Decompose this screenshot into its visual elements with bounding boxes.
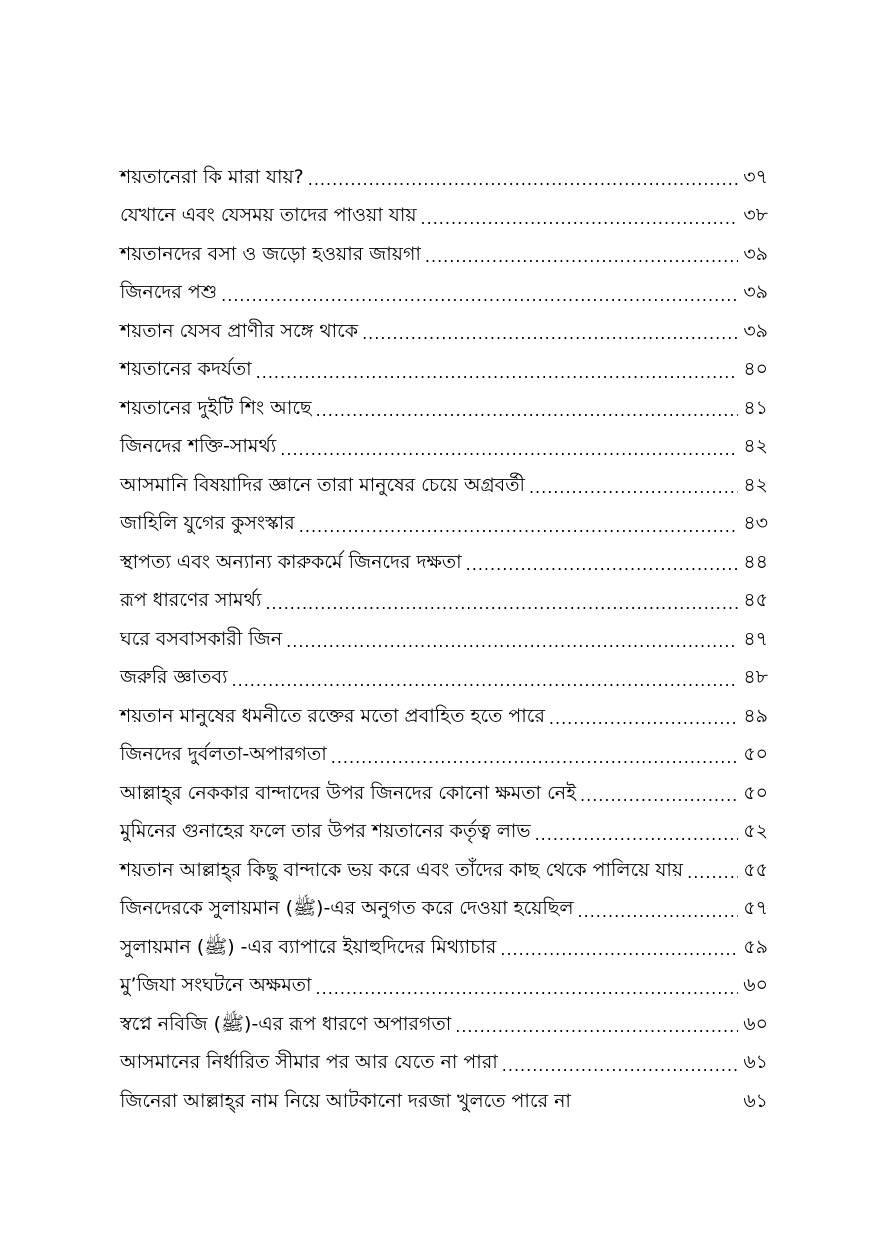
dot-leader — [580, 788, 738, 804]
toc-entry-page: ৫০ — [743, 743, 768, 766]
dot-leader — [316, 403, 738, 419]
toc-entry-title: জিনদেরকে সুলায়মান (ﷺ)-এর অনুগত করে দেওয়া হয়েছিল — [120, 897, 574, 920]
toc-entry-page: ৪৫ — [743, 589, 768, 612]
dot-leader — [299, 519, 738, 535]
toc-entry-page: ৪২ — [743, 473, 768, 496]
toc-entry-page: ৫৫ — [743, 858, 768, 881]
toc-entry-title: যেখানে এবং যেসময় তাদের পাওয়া যায় — [120, 204, 417, 227]
toc-entry — [120, 1082, 768, 1121]
toc-entry-title: স্থাপত্য এবং অন্যান্য কারুকর্মে জিনদের দক্ষতা — [120, 550, 462, 573]
toc-entry-page: ৩৯ — [743, 281, 768, 304]
toc-entry-title: শয়তান মানুষের ধমনীতে রক্তের মতো প্রবাহিত হতে পারে — [120, 704, 545, 727]
toc-entry-page: ৬১ — [743, 1089, 768, 1112]
dot-leader — [529, 480, 738, 496]
toc-entry — [120, 697, 768, 736]
toc-entry — [120, 274, 768, 313]
toc-entry — [120, 197, 768, 236]
dot-leader — [265, 596, 738, 612]
dot-leader — [421, 211, 738, 227]
toc-entry-title: সুলায়মান (ﷺ) -এর ব্যাপারে ইয়াহুদিদের মিথ্যাচার — [120, 935, 497, 958]
toc-entry — [120, 659, 768, 698]
toc-entry-title: শয়তান যেসব প্রাণীর সঙ্গে থাকে — [120, 319, 359, 342]
toc-entry — [120, 582, 768, 621]
toc-entry — [120, 312, 768, 351]
toc-entry-page: ৬০ — [743, 1012, 768, 1035]
toc-entry — [120, 1005, 768, 1044]
toc-entry-page: ৬১ — [743, 1051, 768, 1074]
toc-entry-title: জিনদের শক্তি-সামর্থ্য — [120, 435, 277, 458]
toc-entry-page: ৬০ — [743, 974, 768, 997]
toc-entry-page: ৩৮ — [743, 204, 768, 227]
toc-entry-page: ৩৯ — [743, 319, 768, 342]
toc-entry-page: ৪৪ — [743, 550, 768, 573]
toc-entry-page: ৩৭ — [743, 165, 768, 188]
toc-entry-title: স্বপ্নে নবিজি (ﷺ)-এর রূপ ধারণে অপারগতা — [120, 1012, 452, 1035]
toc-entry — [120, 851, 768, 890]
toc-entry-page: ৫০ — [743, 781, 768, 804]
dot-leader — [500, 942, 738, 958]
toc-entry-page: ৫৭ — [743, 897, 768, 920]
dot-leader — [316, 981, 738, 997]
toc-entry-title: শয়তানের দুইটি শিং আছে — [120, 396, 312, 419]
toc-entry — [120, 1044, 768, 1083]
toc-entry — [120, 736, 768, 775]
toc-entry-page: ৪২ — [743, 435, 768, 458]
toc-entry — [120, 428, 768, 467]
toc-entry — [120, 505, 768, 544]
dot-leader — [425, 249, 738, 265]
toc-entry — [120, 928, 768, 967]
toc-entry-title: শয়তানেরা কি মারা যায়? — [120, 165, 304, 188]
toc-entry — [120, 890, 768, 929]
dot-leader — [687, 865, 738, 881]
toc-entry-page: ৪১ — [743, 396, 768, 419]
toc-entry-title: ঘরে বসবাসকারী জিন — [120, 627, 283, 650]
dot-leader — [502, 1058, 738, 1074]
dot-leader — [232, 673, 738, 689]
toc-entry-title: মু’জিযা সংঘটনে অক্ষমতা — [120, 974, 312, 997]
toc-entry — [120, 813, 768, 852]
toc-entry-title: আল্লাহ্‌র নেককার বান্দাদের উপর জিনদের কোনো ক্ষমতা নেই — [120, 781, 577, 804]
table-of-contents — [120, 158, 768, 1121]
dot-leader — [466, 557, 738, 573]
toc-entry-title: মুমিনের গুনাহের ফলে তার উপর শয়তানের কর্তৃত্ব লাভ — [120, 820, 531, 843]
dot-leader — [331, 750, 738, 766]
dot-leader — [362, 326, 738, 342]
toc-entry — [120, 543, 768, 582]
toc-entry-title: জিনেরা আল্লাহ্‌র নাম নিয়ে আটকানো দরজা খুলতে পারে না — [120, 1089, 571, 1112]
toc-entry-title: রূপ ধারণের সামর্থ্য — [120, 589, 262, 612]
toc-entry-page: ৪৯ — [743, 704, 768, 727]
toc-entry-page: ৫২ — [743, 820, 768, 843]
toc-entry-page: ৪০ — [743, 358, 768, 381]
toc-entry-title: শয়তান আল্লাহ্‌র কিছু বান্দাকে ভয় করে এবং তাঁদের কাছ থেকে পালিয়ে যায় — [120, 858, 684, 881]
toc-entry-title: আসমানের নির্ধারিত সীমার পর আর যেতে না পারা — [120, 1051, 498, 1074]
toc-entry — [120, 351, 768, 390]
toc-entry — [120, 158, 768, 197]
dot-leader — [286, 634, 738, 650]
dot-leader — [549, 711, 738, 727]
toc-entry-page: ৫৯ — [743, 935, 768, 958]
toc-entry-page: ৪৩ — [743, 512, 768, 535]
dot-leader — [578, 904, 738, 920]
dot-leader — [256, 365, 738, 381]
toc-entry — [120, 235, 768, 274]
toc-entry-title: জরুরি জ্ঞাতব্য — [120, 666, 228, 689]
toc-entry — [120, 620, 768, 659]
dot-leader — [280, 442, 738, 458]
toc-entry-title: জাহিলি যুগের কুসংস্কার — [120, 512, 295, 535]
dot-leader — [308, 172, 738, 188]
toc-entry — [120, 774, 768, 813]
toc-entry-page: ৪৮ — [743, 666, 768, 689]
toc-entry-page: ৩৯ — [743, 242, 768, 265]
toc-entry-title: জিনদের দুর্বলতা-অপারগতা — [120, 743, 327, 766]
dot-leader — [221, 288, 738, 304]
toc-entry-title: শয়তানের কদর্যতা — [120, 358, 252, 381]
toc-entry — [120, 967, 768, 1006]
toc-entry — [120, 466, 768, 505]
toc-entry-title: শয়তানদের বসা ও জড়ো হওয়ার জায়গা — [120, 242, 421, 265]
dot-leader — [455, 1019, 738, 1035]
dot-leader — [535, 827, 738, 843]
toc-entry-page: ৪৭ — [743, 627, 768, 650]
toc-entry — [120, 389, 768, 428]
toc-entry-title: আসমানি বিষয়াদির জ্ঞানে তারা মানুষের চেয়ে অগ্রবর্তী — [120, 473, 525, 496]
toc-entry-title: জিনদের পশু — [120, 281, 218, 304]
